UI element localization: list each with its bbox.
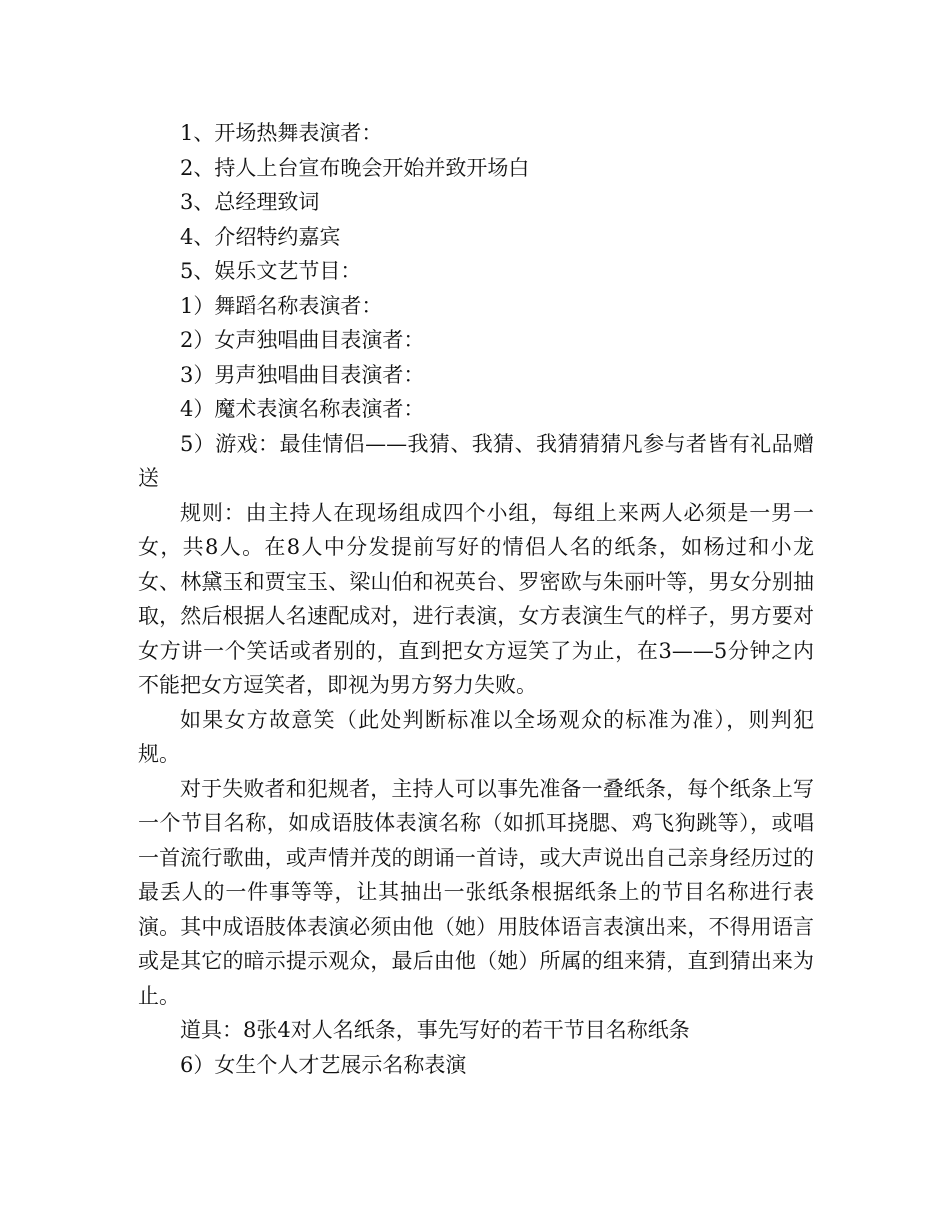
subitem-magic: 4）魔术表演名称表演者：: [180, 397, 425, 421]
item-entertainment-heading: 5、娱乐文艺节目：: [180, 259, 362, 283]
foul-rule-paragraph: 如果女方故意笑（此处判断标准以全场观众的标准为准），则判犯规。: [138, 707, 814, 766]
document-page: [138, 116, 814, 1082]
item-host-opening: 2、持人上台宣布晚会开始并致开场白: [180, 155, 530, 180]
subitem-dance: 1）舞蹈名称表演者：: [180, 293, 383, 318]
item-special-guests: 4、介绍特约嘉宾: [180, 224, 341, 249]
item-opening-dance: 1、开场热舞表演者：: [180, 121, 383, 145]
item-manager-speech: 3、总经理致词: [180, 190, 320, 214]
subitem-talent-show: 6）女生个人才艺展示名称表演: [180, 1052, 467, 1077]
subitem-game: 5）游戏：最佳情侣——我猜、我猜、我猜猜猜凡参与者皆有礼品赠送: [138, 431, 814, 490]
penalty-paragraph: 对于失败者和犯规者，主持人可以事先准备一叠纸条，每个纸条上写一个节目名称，如成语肢体表演名称（如抓耳挠腮、鸡飞狗跳等），或唱一首流行歌曲，或声情并茂的朗诵一首诗，或大声说出自己亲身经历过的最丢人的一件事等等，让其抽出一张纸条根据纸条上的节目名称进行表演。其中成语肢体表演必须由他（她）用肢体语言表演出来，不得用语言或是其它的暗示提示观众，最后由他（她）所属的组来猜，直到猜出来为止。: [138, 776, 814, 1008]
subitem-female-solo: 2）女声独唱曲目表演者：: [180, 328, 425, 352]
props-paragraph: 道具：8张4对人名纸条，事先写好的若干节目名称纸条: [180, 1018, 690, 1042]
subitem-male-solo: 3）男声独唱曲目表演者：: [180, 362, 425, 387]
game-rules-paragraph: 规则：由主持人在现场组成四个小组，每组上来两人必须是一男一女，共8人。在8人中分发提前写好的情侣人名的纸条，如杨过和小龙女、林黛玉和贾宝玉、梁山伯和祝英台、罗密欧与朱丽叶等，男女分别抽取，然后根据人名速配成对，进行表演，女方表演生气的样子，男方要对女方讲一个笑话或者别的，直到把女方逗笑了为止，在3——5分钟之内不能把女方逗笑者，即视为男方努力失败。: [138, 500, 814, 697]
